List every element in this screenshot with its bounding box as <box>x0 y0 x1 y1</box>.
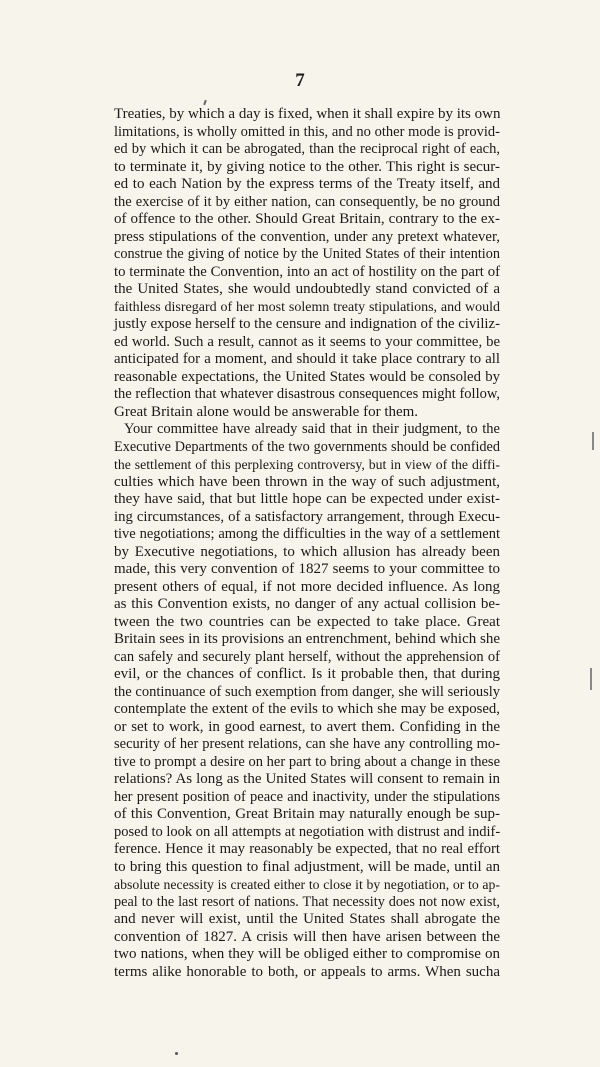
text-line: absolute necessity is created either to close it by negotiation, or to ap- <box>114 877 500 892</box>
text-line: the United States, she would undoubtedly stand convicted of a <box>114 281 500 297</box>
ink-dot <box>175 1052 178 1055</box>
text-line: by Executive negotiations, to which allusion has already been <box>114 543 500 560</box>
text-line: relations? As long as the United States will consent to remain in <box>114 771 500 787</box>
text-line: limitations, is wholly omitted in this, and no other mode is provid- <box>114 123 500 140</box>
text-line: ed to each Nation by the express terms of the Treaty itself, and <box>114 176 500 192</box>
text-line: of this Convention, Great Britain may naturally enough be sup- <box>114 806 500 822</box>
text-line: to bring this question to final adjustment, will be made, until an <box>114 858 500 875</box>
text-line: the reflection that whatever disastrous consequences might follow, <box>114 386 500 402</box>
text-line: two nations, when they will be obliged either to compromise on <box>114 946 500 962</box>
text-line: ing circumstances, of a satisfactory arrangement, through Execu- <box>114 508 500 525</box>
text-line: the continuance of such exemption from danger, she will seriously <box>114 683 500 700</box>
text-line: ed world. Such a result, cannot as it seems to your committee, be <box>114 333 500 350</box>
body-text <box>114 106 500 981</box>
text-line: peal to the last resort of nations. That necessity does not now exist, <box>114 893 500 910</box>
page-number: 7 <box>295 70 305 91</box>
text-line: Britain sees in its provisions an entrenchment, behind which she <box>114 631 500 647</box>
text-line: convention of 1827. A crisis will then have arisen between the <box>114 928 500 945</box>
text-line: made, this very convention of 1827 seems to your committee to <box>114 561 500 577</box>
page-edge-mark <box>590 668 592 690</box>
text-line: the exercise of it by either nation, can consequently, be no ground <box>114 193 500 210</box>
text-line: security of her present relations, can she have any controlling mo- <box>114 736 500 752</box>
text-line: tive negotiations; among the difficulties in the way of a settlement <box>114 526 500 542</box>
text-line: Executive Departments of the two governments should be confided <box>114 438 500 455</box>
text-line: evil, or the chances of conflict. Is it probable then, that during <box>114 666 500 682</box>
text-line: anticipated for a moment, and should it take place contrary to all <box>114 351 500 367</box>
text-line: reasonable expectations, the United States would be consoled by <box>114 368 500 385</box>
page-edge-mark <box>592 432 594 450</box>
text-line: press stipulations of the convention, under any pretext whatever, <box>114 228 500 245</box>
text-line: faithless disregard of her most solemn treaty stipulations, and would <box>114 299 500 315</box>
text-line: ed by which it can be abrogated, than the reciprocal right of each, <box>114 141 500 157</box>
text-line: present others of equal, if not more decided influence. As long <box>114 578 500 595</box>
text-line: as this Convention exists, no danger of any actual collision be- <box>114 596 500 612</box>
text-line: of offence to the other. Should Great Britain, contrary to the ex- <box>114 211 500 227</box>
text-line: tive to prompt a desire on her part to bring about a change in these <box>114 753 500 770</box>
text-line: contemplate the extent of the evils to which she may be exposed, <box>114 701 500 717</box>
text-line: to terminate the Convention, into an act of hostility on the part of <box>114 263 500 280</box>
text-line: terms alike honorable to both, or appeals to arms. When sucha <box>114 963 500 980</box>
text-line: to terminate it, by giving notice to the other. This right is secur- <box>114 158 500 175</box>
text-line: Your committee have already said that in their judgment, to the <box>124 421 500 437</box>
text-line: construe the giving of notice by the United States of their intention <box>114 246 500 262</box>
text-line: the settlement of this perplexing controversy, but in view of the diffi- <box>114 457 500 472</box>
text-line: culties which have been thrown in the way of such adjustment, <box>114 473 500 490</box>
text-line: Great Britain alone would be answerable for them. <box>114 403 419 420</box>
text-line: Treaties, by which a day is fixed, when it shall expire by its own <box>114 106 501 122</box>
text-line: and never will exist, until the United States shall abrogate the <box>114 911 500 927</box>
text-line: can safely and securely plant herself, without the apprehension of <box>114 648 500 665</box>
text-line: ference. Hence it may reasonably be expected, that no real effort <box>114 841 500 857</box>
text-line: her present position of peace and inactivity, under the stipulations <box>114 788 500 805</box>
text-line: tween the two countries can be expected to take place. Great <box>114 613 500 630</box>
text-line: or set to work, in good earnest, to avert them. Confiding in the <box>114 718 500 735</box>
text-line: they have said, that but little hope can be expected under exist- <box>114 491 500 507</box>
text-line: posed to look on all attempts at negotiation with distrust and indif- <box>114 823 501 840</box>
text-line: justly expose herself to the censure and indignation of the civiliz- <box>114 316 500 332</box>
ink-mark <box>203 100 207 105</box>
